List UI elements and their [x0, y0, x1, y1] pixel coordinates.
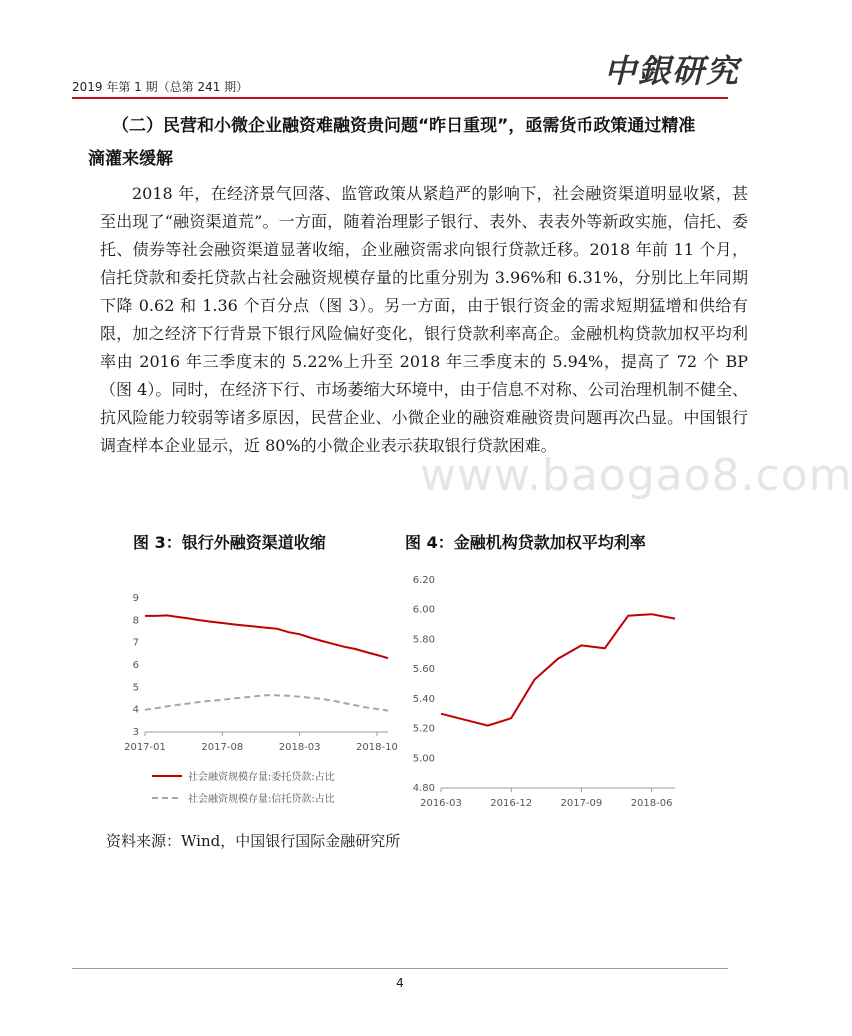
y-tick-label: 5.20 [412, 723, 435, 735]
body-paragraph: 2018 年，在经济景气回落、监管政策从紧趋严的影响下，社会融资渠道明显收紧，甚至出现了“融资渠道荒”。一方面，随着治理影子银行、表外、表表外等新政实施，信托、委托、债券等社会融资渠道显著收缩，企业融资需求向银行贷款迁移。2018 年前 11 个月，信托贷款和委托贷款占社会融资规模存量的比重分别为 3.96%和 6.31%，分别比上年同期下降 0.62 和 1.36 个百分点（图 3）。另一方面，由于银行资金的需求短期猛增和供给有限，加之经济下行背景下银行风险偏好变化，银行贷款利率高企。金融机构贷款加权平均利率由 2016 年三季度末的 5.22%上升至 2018 年三季度末的 5.94%，提高了 72 个 BP（图 4）。同时，在经济下行、市场萎缩大环境中，由于信息不对称、公司治理机制不健全、抗风险能力较弱等诸多原因，民营企业、小微企业的融资难融资贵问题再次凸显。中国银行调查样本企业显示，近 80%的小微企业表示获取银行贷款困难。 [100, 184, 748, 455]
y-tick-label: 6 [132, 660, 139, 671]
figure-4-title: 图 4：金融机构贷款加权平均利率 [405, 533, 646, 552]
page-number: 4 [396, 976, 404, 990]
x-tick-label: 2017-09 [560, 798, 603, 809]
y-tick-label: 9 [132, 593, 139, 604]
section-title-line2: 滴灌来缓解 [88, 149, 173, 169]
y-tick-label: 3 [132, 727, 139, 738]
y-tick-label: 5.60 [412, 664, 435, 676]
series-line-2 [145, 695, 388, 711]
y-tick-label: 4.80 [412, 783, 435, 794]
legend-label-1: 社会融资规模存量:委托贷款:占比 [188, 772, 335, 783]
series-line-1 [145, 615, 388, 658]
issue-label: 2019 年第 1 期（总第 241 期） [72, 80, 249, 94]
x-tick-label: 2017-08 [201, 742, 244, 753]
y-tick-label: 5.00 [412, 753, 435, 765]
y-tick-label: 5.80 [412, 634, 435, 646]
section-title-line1: （二）民营和小微企业融资难融资贵问题“昨日重现”，亟需货币政策通过精准 [112, 116, 696, 136]
x-tick-label: 2018-10 [356, 742, 398, 753]
y-tick-label: 5.40 [412, 693, 435, 705]
y-tick-label: 7 [132, 637, 139, 649]
section-title [88, 110, 740, 176]
y-tick-label: 4 [132, 704, 139, 716]
y-tick-label: 5 [132, 682, 139, 694]
chart-figure-4 [395, 568, 695, 813]
brand-logo: 中銀研究 [603, 52, 740, 90]
x-tick-label: 2018-06 [630, 798, 673, 809]
watermark: www.baogao8.com [420, 450, 852, 501]
x-tick-label: 2016-03 [420, 798, 462, 809]
legend-label-2: 社会融资规模存量:信托贷款:占比 [188, 794, 335, 805]
source-note: 资料来源：Wind，中国银行国际金融研究所 [106, 832, 401, 850]
x-tick-label: 2017-01 [124, 742, 166, 753]
y-tick-label: 6.20 [412, 575, 435, 586]
y-tick-label: 8 [132, 615, 139, 627]
figure-3-title: 图 3：银行外融资渠道收缩 [133, 533, 326, 552]
header-divider [72, 97, 728, 99]
footer-divider [72, 968, 728, 969]
x-tick-label: 2016-12 [490, 798, 533, 809]
x-tick-label: 2018-03 [278, 742, 321, 753]
series-line-1 [441, 614, 675, 725]
y-tick-label: 6.00 [412, 604, 435, 616]
chart-figure-3 [100, 580, 400, 815]
